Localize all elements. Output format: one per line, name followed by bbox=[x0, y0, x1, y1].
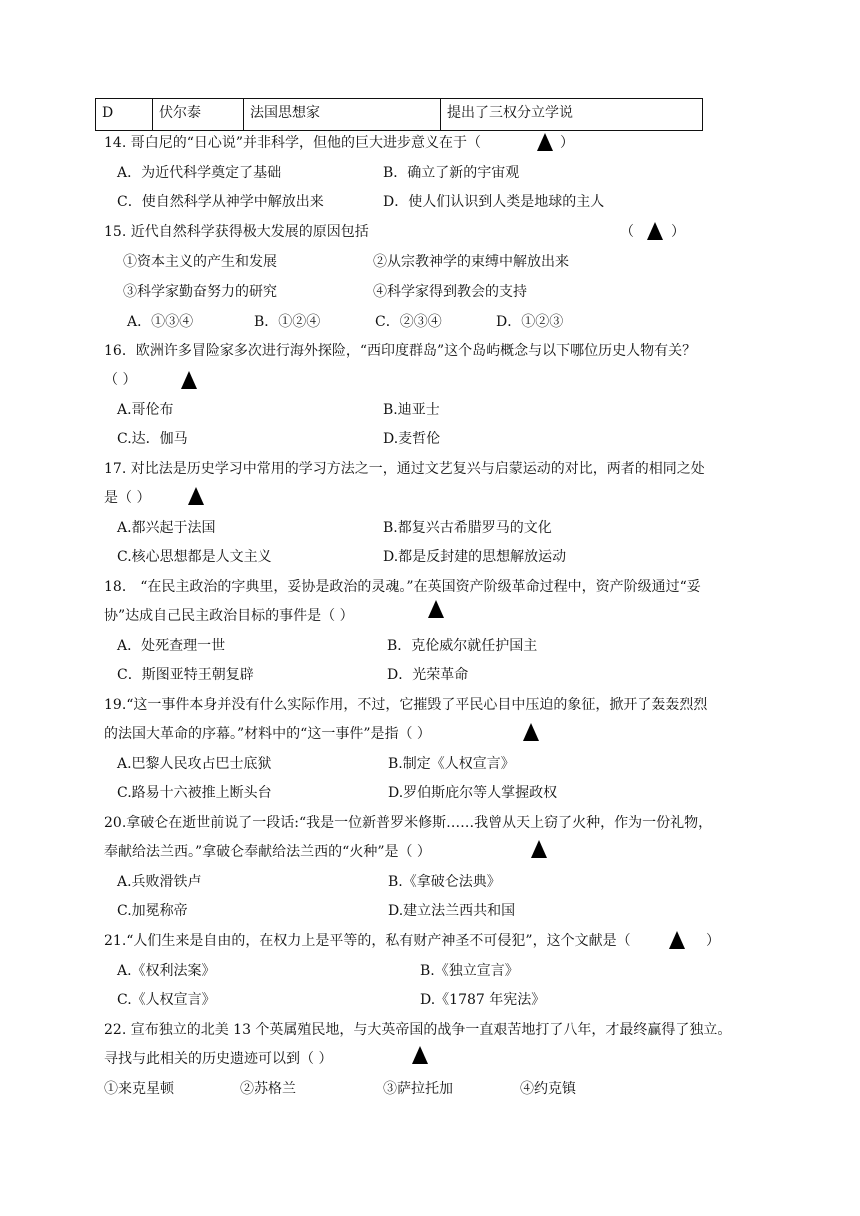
option-b: B.迪亚士 bbox=[383, 402, 440, 418]
option-b: B.制定《人权宣言》 bbox=[388, 756, 515, 772]
option-a: A.巴黎人民攻占巴士底狱 bbox=[117, 756, 272, 772]
question-16-stem: 16．欧洲许多冒险家多次进行海外探险，“西印度群岛”这个岛屿概念与以下哪位历史人物有关？ bbox=[104, 343, 697, 359]
option-c: C.达．伽马 bbox=[117, 431, 188, 447]
question-18-stem-2: 协”达成自己民主政治目标的事件是（ ） bbox=[104, 608, 354, 624]
table-row bbox=[96, 99, 703, 131]
question-18-stem: 18． “在民主政治的字典里，妥协是政治的灵魂。”在英国资产阶级革命过程中，资产阶级通过“妥 bbox=[104, 579, 701, 595]
list-item: ④科学家得到教会的支持 bbox=[373, 284, 527, 300]
option-d: D.都是反封建的思想解放运动 bbox=[383, 549, 567, 565]
question-22-stem-2: 寻找与此相关的历史遗迹可以到（ ） bbox=[104, 1051, 333, 1067]
list-item: ④约克镇 bbox=[520, 1081, 576, 1097]
table-cell: 提出了三权分立学说 bbox=[441, 99, 703, 131]
question-14-close: ） bbox=[560, 135, 574, 151]
option-b: B．确立了新的宇宙观 bbox=[383, 165, 520, 181]
option-a: A．处死查理一世 bbox=[117, 638, 226, 654]
option-a: A.《权利法案》 bbox=[117, 963, 216, 979]
option-d: D．使人们认识到人类是地球的主人 bbox=[383, 194, 605, 210]
option-c: C．使自然科学从神学中解放出来 bbox=[117, 194, 324, 210]
list-item: ②苏格兰 bbox=[240, 1081, 296, 1097]
triangle-marker-icon bbox=[188, 487, 204, 505]
table-cell: D bbox=[96, 99, 153, 131]
triangle-marker-icon bbox=[523, 723, 539, 741]
option-d: D．光荣革命 bbox=[387, 667, 469, 683]
answer-table bbox=[95, 98, 703, 131]
option-d: D.麦哲伦 bbox=[383, 431, 441, 447]
list-item: ②从宗教神学的束缚中解放出来 bbox=[373, 254, 569, 270]
question-19-stem-2: 的法国大革命的序幕。”材料中的“这一事件”是指（ ） bbox=[104, 726, 431, 742]
option-a: A.兵败滑铁卢 bbox=[117, 874, 202, 890]
triangle-marker-icon bbox=[181, 371, 197, 389]
option-b: B．克伦威尔就任护国主 bbox=[387, 638, 538, 654]
option-a: A．①③④ bbox=[127, 314, 194, 330]
option-d: D．①②③ bbox=[496, 314, 564, 330]
option-c: C.加冕称帝 bbox=[117, 903, 188, 919]
option-a: A．为近代科学奠定了基础 bbox=[117, 165, 282, 181]
question-21-stem: 21.“人们生来是自由的，在权力上是平等的，私有财产神圣不可侵犯”，这个文献是（ bbox=[104, 933, 631, 949]
question-15-close: ） bbox=[671, 224, 685, 240]
list-item: ③科学家勤奋努力的研究 bbox=[123, 284, 277, 300]
list-item: ①资本主义的产生和发展 bbox=[123, 254, 277, 270]
question-22-stem: 22. 宣布独立的北美 13 个英属殖民地，与大英帝国的战争一直艰苦地打了八年，才最终赢得了独立。 bbox=[104, 1022, 732, 1038]
triangle-marker-icon bbox=[428, 600, 444, 618]
triangle-marker-icon bbox=[537, 133, 553, 151]
option-b: B．①②④ bbox=[254, 314, 321, 330]
option-a: A.哥伦布 bbox=[117, 402, 174, 418]
list-item: ③萨拉托加 bbox=[383, 1081, 453, 1097]
option-c: C.《人权宣言》 bbox=[117, 992, 216, 1008]
question-16-stem-2: （ ） bbox=[104, 372, 137, 388]
question-21-close: ） bbox=[706, 933, 720, 949]
list-item: ①来克星顿 bbox=[104, 1081, 174, 1097]
question-19-stem: 19.“这一事件本身并没有什么实际作用，不过，它摧毁了平民心目中压迫的象征，掀开了轰轰烈烈 bbox=[104, 697, 708, 713]
option-b: B.《拿破仑法典》 bbox=[388, 874, 501, 890]
table-cell: 伏尔泰 bbox=[153, 99, 244, 131]
option-b: B.《独立宣言》 bbox=[420, 963, 519, 979]
question-20-stem: 20.拿破仑在逝世前说了一段话:“我是一位新普罗米修斯……我曾从天上窃了火种，作为一份礼物， bbox=[104, 815, 713, 831]
option-d: D.罗伯斯庇尔等人掌握政权 bbox=[388, 785, 558, 801]
triangle-marker-icon bbox=[669, 931, 685, 949]
option-d: D.建立法兰西共和国 bbox=[388, 903, 516, 919]
option-c: C.路易十六被推上断头台 bbox=[117, 785, 272, 801]
question-14-stem: 14. 哥白尼的“日心说”并非科学，但他的巨大进步意义在于（ bbox=[104, 135, 482, 151]
option-c: C.核心思想都是人文主义 bbox=[117, 549, 272, 565]
triangle-marker-icon bbox=[647, 222, 663, 240]
triangle-marker-icon bbox=[412, 1046, 428, 1064]
option-c: C．②③④ bbox=[375, 314, 442, 330]
question-20-stem-2: 奉献给法兰西。”拿破仑奉献给法兰西的“火种”是（ ） bbox=[104, 844, 431, 860]
option-c: C．斯图亚特王朝复辟 bbox=[117, 667, 254, 683]
option-b: B.都复兴古希腊罗马的文化 bbox=[383, 520, 552, 536]
question-17-stem-2: 是（ ） bbox=[104, 490, 151, 506]
option-a: A.都兴起于法国 bbox=[117, 520, 216, 536]
question-15-open: （ bbox=[620, 224, 634, 240]
question-17-stem: 17. 对比法是历史学习中常用的学习方法之一，通过文艺复兴与启蒙运动的对比，两者的相同之处 bbox=[104, 461, 705, 477]
table-cell: 法国思想家 bbox=[244, 99, 441, 131]
question-15-stem: 15. 近代自然科学获得极大发展的原因包括 bbox=[104, 224, 369, 240]
option-d: D.《1787 年宪法》 bbox=[420, 992, 546, 1008]
triangle-marker-icon bbox=[531, 840, 547, 858]
